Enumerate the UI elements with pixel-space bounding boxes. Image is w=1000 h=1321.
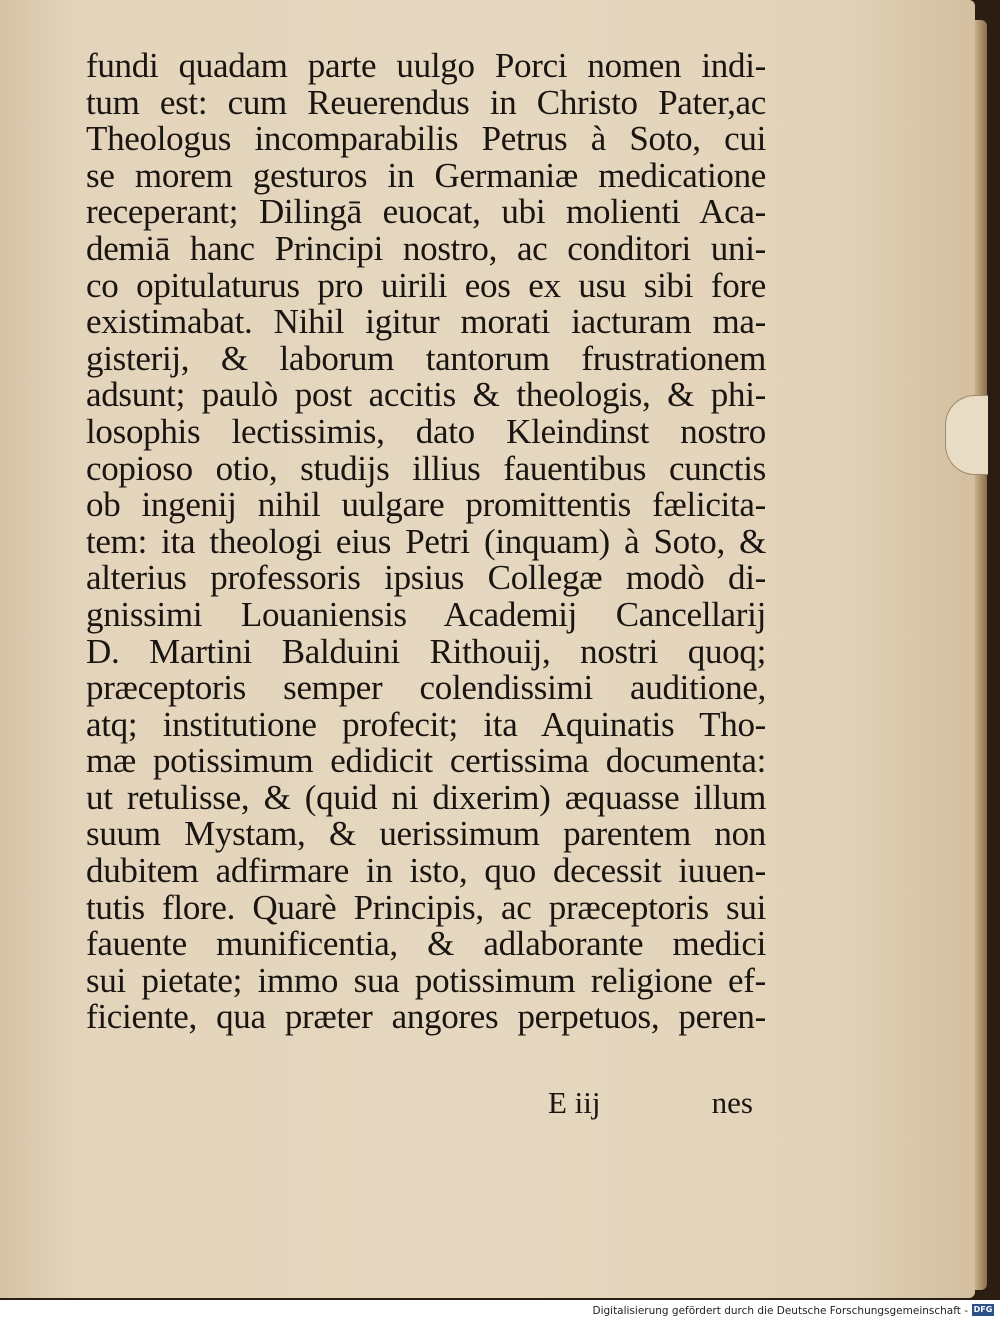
text-line: gnissimi Louaniensis Academij Cancellarij [86,594,766,634]
text-line: mæ potissimum edidicit certissima documenta: [86,741,766,781]
dfg-logo: DFG [973,1305,993,1314]
text-line: suum Mystam, & uerissimum parentem non [86,814,766,854]
text-line: demiā hanc Principi nostro, ac conditori uni- [86,228,766,268]
text-line: losophis lectissimis, dato Kleindinst nostro [86,411,766,451]
text-line: ficiente, qua præter angores perpetuos, peren- [86,997,766,1037]
text-line: tem: ita theologi eius Petri (inquam) à Soto, & [86,521,766,561]
text-line: se morem gesturos in Germaniæ medicatione [86,155,766,195]
signature-mark: E iij [548,1085,601,1120]
text-line: copioso otio, studijs illius fauentibus cunctis [86,448,766,488]
text-line: gisterij, & laborum tantorum frustrationem [86,338,766,378]
text-line: sui pietate; immo sua potissimum religione ef- [86,960,766,1000]
text-line: ob ingenij nihil uulgare promittentis fælicita- [86,485,766,525]
text-line: fundi quadam parte uulgo Porci nomen indi- [86,46,766,85]
text-line: existimabat. Nihil igitur morati iacturam ma- [86,302,766,342]
page-text [86,48,766,1036]
text-line: tum est: cum Reuerendus in Christo Pater,ac [86,82,766,122]
text-line: receperant; Dilingā euocat, ubi molienti Aca- [86,192,766,232]
text-line: co opitulaturus pro uirili eos ex usu sibi fore [86,265,766,305]
digitization-credit: Digitalisierung gefördert durch die Deutsche Forschungsgemeinschaft - [592,1305,968,1317]
text-line: præceptoris semper colendissimi auditione, [86,668,766,708]
text-line: tutis flore. Quarè Principis, ac præceptoris sui [86,887,766,927]
text-line: D. Martini Balduini Rithouij, nostri quoq; [86,631,766,671]
text-line: fauente munificentia, & adlaborante medici [86,924,766,964]
text-line: Theologus incomparabilis Petrus à Soto, cui [86,119,766,159]
text-line: adsunt; paulò post accitis & theologis, & phi- [86,375,766,415]
text-line: ut retulisse, & (quid ni dixerim) æquasse illum [86,777,766,817]
book-edge [975,20,987,1290]
text-line: dubitem adfirmare in isto, quo decessit iuuen- [86,851,766,891]
page-clip-tab [945,395,988,475]
page-footer [548,1085,753,1125]
text-line: alterius professoris ipsius Collegæ modò di- [86,558,766,598]
catchword: nes [711,1085,753,1120]
text-line: atq; institutione profecit; ita Aquinatis Tho- [86,704,766,744]
